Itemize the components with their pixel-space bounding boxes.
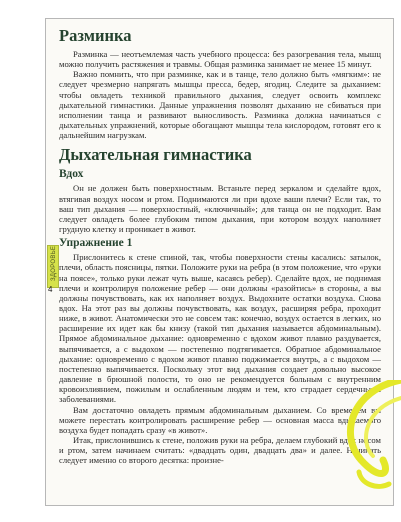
paragraph: Важно помнить, что при разминке, как и в танце, тело должно быть «мягким»: не следует чрезмерно напрягать мышцы пресса, бедер, ягодиц. Следите за дыханием: чтобы овладеть техникой правильного дыхания, следует освоить комплекс дыхательной гимнастики. Данные упражнения позволят дыханию не сбиваться при исполнении танца и развивают выносливость. Разминка должна начинаться с дыхательных упражнений, которые обогащают мышцы тела кислородом, готовят его к дальнейшим нагрузкам.: [59, 69, 381, 141]
page-number: 4: [48, 285, 53, 294]
paragraph: Он не должен быть поверхностным. Встаньте перед зеркалом и сделайте вдох, втягивая воздух носом и ртом. Поднимаются ли при вдохе ваши плечи? Если так, то ваш тип дыхания — поверхностный, «ключичный»; для танца он не подходит. Вам следует овладеть более глубоким типом дыхания, при котором воздух наполняет грудную клетку и проникает в живот.: [59, 183, 381, 235]
paragraph: Итак, прислонившись к стене, положив руки на ребра, делаем глубокий вдох носом и ртом, затем начинаем считать: «двадцать один, двадцать два» и далее. Начинать следует именно со второго десятка: произне-: [59, 435, 381, 466]
paragraph: Вам достаточно овладеть прямым абдоминальным дыханием. Со временем вы можете перестать контролировать расширение ребер — основная масса вдыхаемого воздуха будет попадать сразу «в живот».: [59, 404, 381, 435]
subheading-inhale: Вдох: [59, 168, 84, 181]
section-heading-warmup: Разминка: [59, 26, 132, 45]
paragraph: Разминка — неотъемлемая часть учебного процесса: без разогревания тела, мышц можно получить растяжения и травмы. Общая разминка занимает не менее 15 минут.: [59, 49, 381, 70]
subheading-exercise-1: Упражнение 1: [59, 237, 133, 250]
paragraph: Прислонитесь к стене спиной, так, чтобы поверхности стены касались: затылок, плечи, область поясницы, пятки. Положите руки на ребра (в этом положение, что «руки на поясе», только руки лежат чуть выше, касаясь ребер). Сделайте вдох, не поднимая плечи и контролируя положение ребер — они должны «разойтись» в стороны, а вы должны почувствовать, как их наполняет воздух. Выдохните остатки воздуха. Снова вдох. На этот раз вы должны почувствовать, как воздух, расширяя ребра, проходит ниже, в живот. Анатомически это не совсем так: конечно, воздух остается в легких, но расширение их идет как бы книзу (такой тип дыхания называется абдоминальным). Прямое абдоминальное дыхание: одновременно с вдохом живот плавно раздувается, выпячивается, а с выдохом — постепенно подтягивается. Обратное абдоминальное дыхание: одновременно с вдохом живот плавно поджимается внутрь, а с выдохом — постепенно выпячивается. Поскольку этот вид дыхания создает довольно высокое давление в брюшной полости, то оно не рекомендуется больным с внутренним кровоизлиянием, пожилым и ослабленным людям и тем, кто страдает сердечными заболеваниями.: [59, 252, 381, 405]
yellow-swirl-logo: [331, 380, 401, 520]
section-tab: [47, 245, 59, 288]
section-heading-breathing: Дыхательная гимнастика: [59, 145, 252, 165]
section-tab-label: ЗДОРОВЬЕ: [51, 245, 57, 281]
